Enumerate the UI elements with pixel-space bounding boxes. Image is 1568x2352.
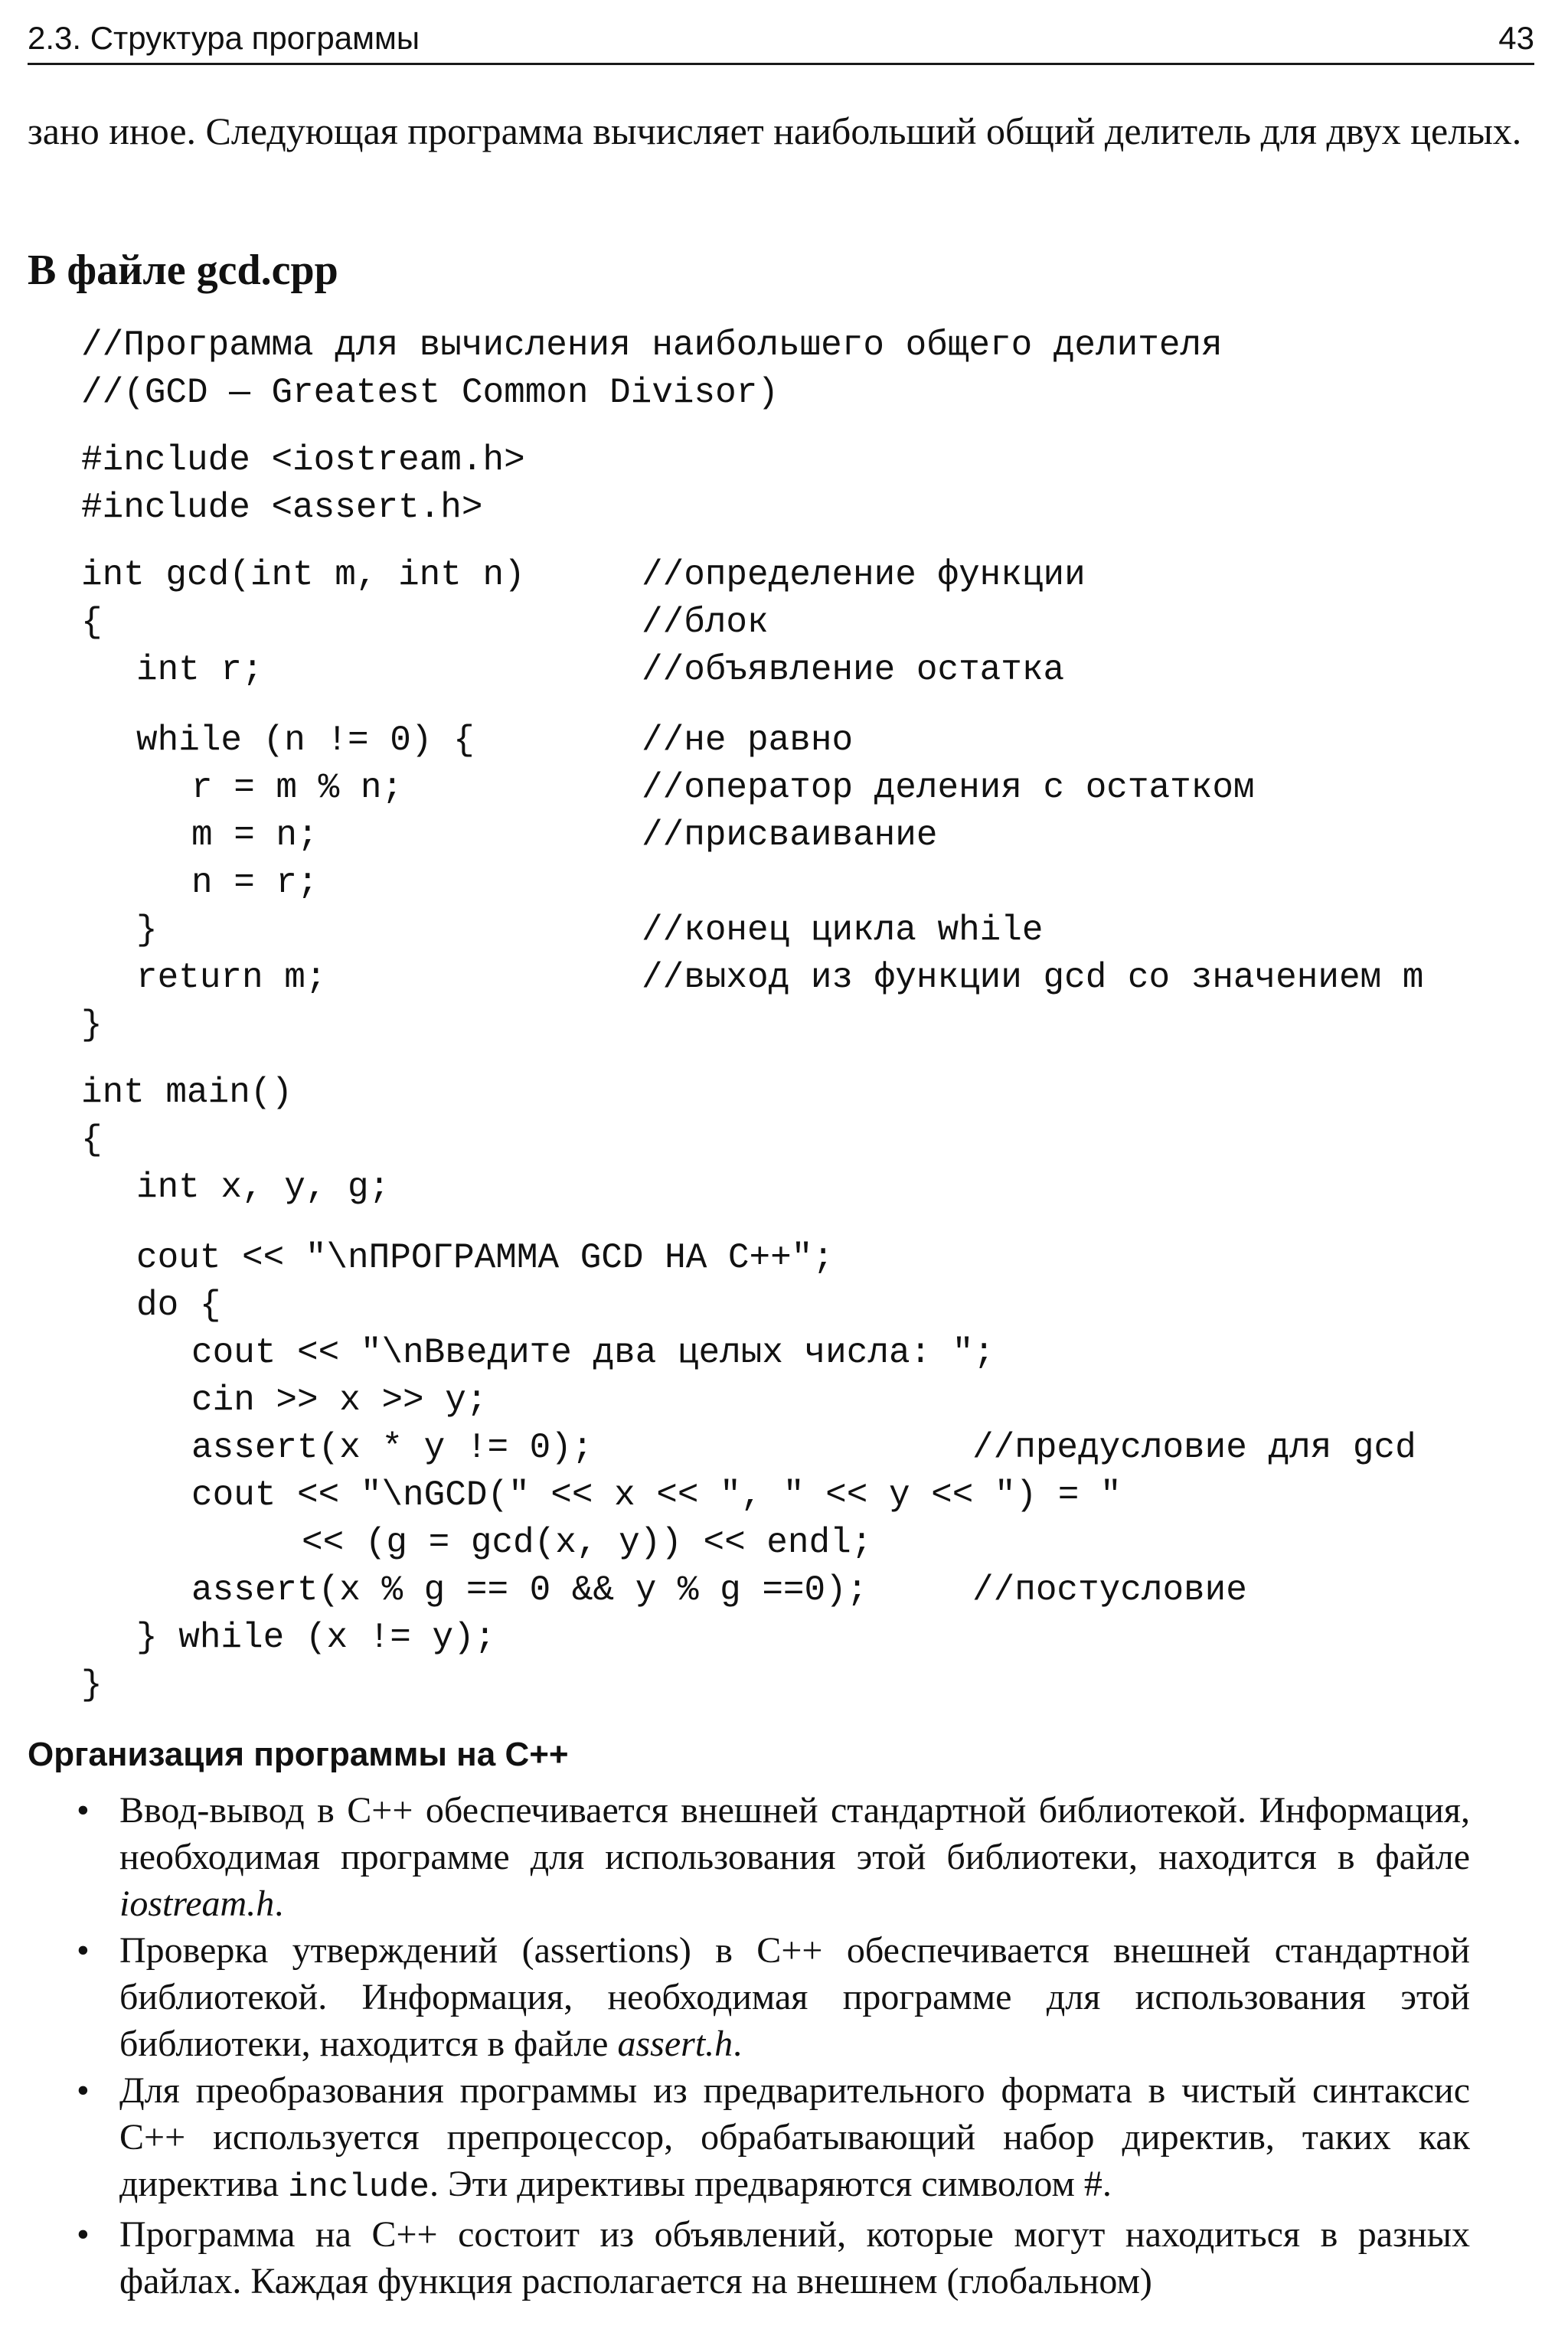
code-text: } <box>136 910 158 950</box>
code-line <box>0 1566 1568 1614</box>
bullet-marker: • <box>77 1790 90 1831</box>
code-line <box>0 484 1568 531</box>
code-line <box>0 599 1568 646</box>
code-text: } <box>81 1005 103 1045</box>
code-text: int r; <box>136 650 263 690</box>
code-line <box>0 954 1568 1001</box>
code-text: << (g = gcd(x, y)) << endl; <box>302 1523 873 1563</box>
code-line <box>0 906 1568 954</box>
code-text: while (n != 0) { <box>136 720 475 760</box>
bullet-list <box>77 1787 1470 2305</box>
code-line <box>0 859 1568 906</box>
code-line <box>0 1282 1568 1329</box>
code-comment: //предусловие для gcd <box>972 1428 1416 1468</box>
code-line <box>0 1661 1568 1709</box>
code-line <box>0 1069 1568 1116</box>
code-comment: //конец цикла while <box>642 910 1044 950</box>
code-comment: //оператор деления с остатком <box>642 768 1255 808</box>
code-comment: //объявление остатка <box>642 650 1065 690</box>
code-text: cout << "\nВведите два целых числа: "; <box>191 1333 995 1373</box>
code-text: m = n; <box>191 815 318 855</box>
code-text: cout << "\nGCD(" << x << ", " << y << ") = " <box>191 1475 1122 1515</box>
bullet-item <box>77 1787 1470 1927</box>
bullet-text: Проверка утверждений (assertions) в C++ обеспечивается внешней стандартной библиотекой. Информация, необходимая программе для использования этой библиотеки, находится в файле <box>119 1930 1470 2064</box>
code-text: r = m % n; <box>191 768 403 808</box>
bullet-item <box>77 1927 1470 2067</box>
italic-filename: iostream.h <box>119 1883 275 1924</box>
intro-paragraph: зано иное. Следующая программа вычисляет наибольший общий делитель для двух целых. <box>28 109 1522 152</box>
code-text: int x, y, g; <box>136 1168 390 1207</box>
code-line <box>0 1329 1568 1377</box>
code-line <box>0 1001 1568 1049</box>
code-comment: //не равно <box>642 720 854 760</box>
code-line <box>0 436 1568 484</box>
inline-code: include <box>288 2168 430 2207</box>
bullet-text: . <box>274 1883 284 1924</box>
code-text: assert(x * y != 0); <box>191 1428 593 1468</box>
code-comment: //постусловие <box>972 1570 1247 1610</box>
code-comment: //присваивание <box>642 815 938 855</box>
code-line <box>0 322 1568 369</box>
code-line <box>0 717 1568 764</box>
code-text: } <box>81 1665 103 1705</box>
italic-filename: assert.h <box>617 2024 733 2064</box>
bullet-marker: • <box>77 1930 90 1971</box>
code-text: { <box>81 1120 103 1160</box>
code-line <box>0 1519 1568 1566</box>
code-text: n = r; <box>191 863 318 903</box>
section-heading: Организация программы на C++ <box>28 1736 569 1773</box>
bullet-marker: • <box>77 2070 90 2111</box>
bullet-text: Для преобразования программы из предварительного формата в чистый синтаксис C++ используется препроцессор, обрабатывающий набор директив, таких как директива <box>119 2070 1470 2204</box>
bullet-text: . Эти директивы предваряются символом #. <box>429 2164 1112 2204</box>
code-line <box>0 369 1568 416</box>
code-text: #include <iostream.h> <box>81 440 525 480</box>
code-text: } while (x != y); <box>136 1618 496 1658</box>
code-text: cout << "\nПРОГРАММА GCD НА C++"; <box>136 1238 834 1278</box>
code-text: return m; <box>136 958 327 998</box>
code-line <box>0 551 1568 599</box>
code-comment: //блок <box>642 603 769 642</box>
code-line <box>0 1164 1568 1211</box>
bullet-marker: • <box>77 2214 90 2255</box>
code-text: //Программа для вычисления наибольшего общего делителя <box>81 325 1223 365</box>
code-line <box>0 812 1568 859</box>
code-text: int main() <box>81 1073 293 1112</box>
code-text: int gcd(int m, int n) <box>81 555 525 595</box>
code-text: #include <assert.h> <box>81 488 483 528</box>
code-line <box>0 1424 1568 1472</box>
code-line <box>0 1472 1568 1519</box>
bullet-item <box>77 2211 1470 2305</box>
code-text: cin >> x >> y; <box>191 1380 488 1420</box>
code-line <box>0 1614 1568 1661</box>
code-text: assert(x % g == 0 && y % g ==0); <box>191 1570 868 1610</box>
code-line <box>0 764 1568 812</box>
page-number: 43 <box>1498 20 1534 56</box>
bullet-text: . <box>733 2024 743 2064</box>
code-comment: //выход из функции gcd со значением m <box>642 958 1424 998</box>
code-text: //(GCD — Greatest Common Divisor) <box>81 373 779 413</box>
code-comment: //определение функции <box>642 555 1086 595</box>
bullet-item <box>77 2067 1470 2211</box>
code-line <box>0 646 1568 694</box>
bullet-text: Программа на C++ состоит из объявлений, которые могут находиться в разных файлах. Каждая функция располагается на внешнем (глобальном) <box>119 2214 1470 2301</box>
code-line <box>0 1234 1568 1282</box>
section-title: 2.3. Структура программы <box>28 20 420 56</box>
code-line <box>0 1116 1568 1164</box>
code-line <box>0 1377 1568 1424</box>
code-text: do { <box>136 1285 221 1325</box>
running-header <box>28 14 1534 65</box>
code-text: { <box>81 603 103 642</box>
bullet-text: Ввод-вывод в C++ обеспечивается внешней стандартной библиотекой. Информация, необходимая программе для использования этой библиотеки, находится в файле <box>119 1790 1470 1877</box>
file-heading: В файле gcd.cpp <box>28 247 338 294</box>
